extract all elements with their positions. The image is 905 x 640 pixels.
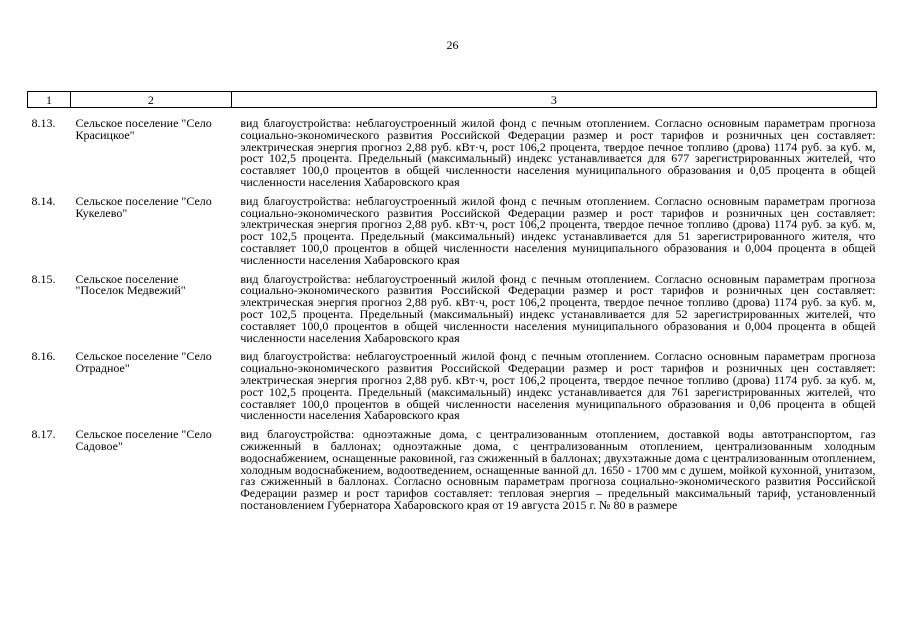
table-header-row bbox=[28, 92, 877, 108]
settlement-name: Сельское поселение "Село Кукелево" bbox=[75, 193, 212, 220]
row-number: 8.14. bbox=[31, 193, 56, 208]
row-number: 8.17. bbox=[31, 427, 56, 442]
column-header-description: 3 bbox=[231, 92, 876, 108]
settlement-name: Сельское поселение "Село Красицкое" bbox=[75, 116, 212, 142]
tariff-table bbox=[27, 91, 877, 519]
settlement-name: Сельское поселение "Поселок Медвежий" bbox=[75, 271, 186, 298]
row-number: 8.15. bbox=[31, 271, 56, 286]
row-number: 8.13. bbox=[31, 116, 56, 130]
settlement-description: вид благоустройства: неблагоустроенный жилой фонд с печным отоплением. Согласно основным параметрам прогноза социально-экономического развития Российской Федерации размер и рост тарифов и розничных цен составляет: электрическая энергия прогноз 2,88 руб. кВт·ч, рост 106,2 процента, твердое печное топливо (дрова) 1174 руб. за куб. м, рост 102,5 процента. Предельный (максимальный) индекс устанавливается для 51 зарегистрированного жителя, что составляет 100,0 процентов в общей численности населения муниципального образования и 0,004 процента в общей численности населения Хабаровского края bbox=[240, 193, 876, 267]
table-row bbox=[28, 429, 877, 519]
table-row bbox=[28, 351, 877, 429]
table-row bbox=[28, 108, 877, 196]
column-header-name: 2 bbox=[70, 92, 231, 108]
settlement-description: вид благоустройства: одноэтажные дома, с централизованным отоплением, доставкой воды автотранспортом, газ сжиженный в баллонах; одноэтажные дома, с централизованным отоплением, централизованным холодным водоснабжением, оснащенные раковиной, газ сжиженный в баллонах; двухэтажные дома с централизованным отоплением, холодным водоснабжением, водоотведением, оснащенные ванной дл. 1650 - 1700 мм с душем, мойкой кухонной, унитазом, газ сжиженный в баллонах. Согласно основным параметрам прогноза социально-экономического развития Российской Федерации размер и рост тарифов составляет: тепловая энергия – предельный максимальный тариф, установленный постановлением Губернатора Хабаровского края от 19 августа 2015 г. № 80 в размере bbox=[240, 427, 876, 512]
table-row bbox=[28, 274, 877, 352]
row-number: 8.16. bbox=[31, 349, 56, 364]
column-header-number: 1 bbox=[28, 92, 71, 108]
settlement-name: Сельское поселение "Село Отрадное" bbox=[75, 349, 212, 376]
settlement-description: вид благоустройства: неблагоустроенный жилой фонд с печным отоплением. Согласно основным параметрам прогноза социально-экономического развития Российской Федерации размер и рост тарифов и розничных цен составляет: электрическая энергия прогноз 2,88 руб. кВт·ч, рост 106,2 процента, твердое печное топливо (дрова) 1174 руб. за куб. м, рост 102,5 процента. Предельный (максимальный) индекс устанавливается для 677 зарегистрированных жителей, что составляет 100,0 процентов в общей численности населения муниципального образования и 0,05 процента в общей численности населения Хабаровского края bbox=[240, 116, 876, 189]
settlement-name: Сельское поселение "Село Садовое" bbox=[75, 427, 212, 453]
page-number: 26 bbox=[446, 38, 459, 52]
settlement-description: вид благоустройства: неблагоустроенный жилой фонд с печным отоплением. Согласно основным параметрам прогноза социально-экономического развития Российской Федерации размер и рост тарифов и розничных цен составляет: электрическая энергия прогноз 2,88 руб. кВт·ч, рост 106,2 процента, твердое печное топливо (дрова) 1174 руб. за куб. м, рост 102,5 процента. Предельный (максимальный) индекс устанавливается для 52 зарегистрированных жителей, что составляет 100,0 процентов в общей численности населения муниципального образования и 0,004 процента в общей численности населения Хабаровского края bbox=[240, 271, 876, 345]
table-row bbox=[28, 196, 877, 274]
settlement-description: вид благоустройства: неблагоустроенный жилой фонд с печным отоплением. Согласно основным параметрам прогноза социально-экономического развития Российской Федерации размер и рост тарифов и розничных цен составляет: электрическая энергия прогноз 2,88 руб. кВт·ч, рост 106,2 процента, твердое печное топливо (дрова) 1174 руб. за куб. м, рост 102,5 процента. Предельный (максимальный) индекс устанавливается для 761 зарегистрированных жителей, что составляет 100,0 процентов в общей численности населения муниципального образования и 0,06 процента в общей численности населения Хабаровского края bbox=[240, 349, 876, 423]
